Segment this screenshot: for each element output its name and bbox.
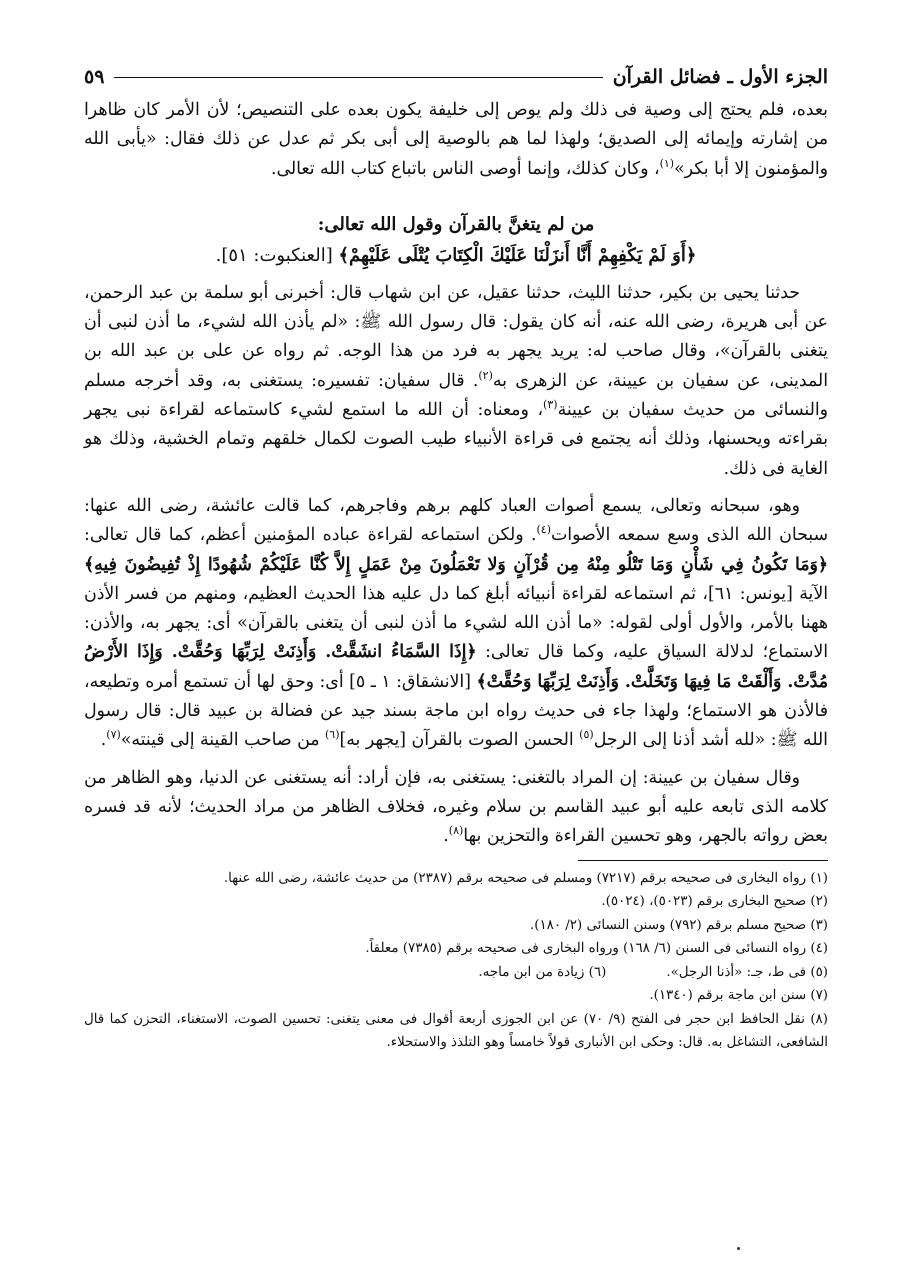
ayah-text: ﴿أَوَ لَمْ يَكْفِهِمْ أَنَّا أَنزَلْنَا عَلَيْكَ الْكِتَابَ يُتْلَى عَلَيْهِمْ﴾ bbox=[338, 244, 697, 266]
scan-speck bbox=[737, 1247, 740, 1250]
footnote-5: (٥) فى ط، جـ: «أذنا الرجل». bbox=[666, 964, 828, 980]
ayah-inshiqaq: ﴿إِذَا السَّمَاءُ انشَقَّتْ. وَأَذِنَتْ لِرَبِّهَا وَحُقَّتْ. وَإِذَا الأَرْضُ مُدَّتْ. وَأَلْقَتْ مَا فِيهَا وَتَخَلَّتْ. وَأَذِنَتْ لِرَبِّهَا وَحُقَّتْ﴾ bbox=[84, 642, 828, 692]
footnote-4: (٤) رواه النسائى فى السنن (٦/ ١٦٨) ورواه البخارى فى صحيحه برقم (٧٣٨٥) معلقاً. bbox=[365, 941, 828, 957]
footnote-ref-4[interactable]: (٤) bbox=[536, 523, 552, 537]
header-title: الجزء الأول ـ فضائل القرآن bbox=[612, 66, 828, 88]
ayah-yunus: ﴿وَمَا تَكُونُ فِي شَأْنٍ وَمَا تَتْلُو مِنْهُ مِن قُرْآنٍ وَلا تَعْمَلُونَ مِنْ عَمَلٍ إِلاَّ كُنَّا عَلَيْكُمْ شُهُودًا إِذْ تُفِيضُونَ فِيهِ﴾ bbox=[84, 554, 828, 575]
footnote-6: (٦) زيادة من ابن ماجه. bbox=[478, 964, 607, 980]
footnote-row-5-6 bbox=[84, 961, 828, 985]
ayah-reference: [العنكبوت: ٥١]. bbox=[215, 244, 333, 266]
footnote-ref-1[interactable]: (١) bbox=[659, 156, 675, 170]
footnote-ref-5[interactable]: (٥) bbox=[579, 728, 594, 742]
footnote-ref-8[interactable]: (٨) bbox=[448, 824, 464, 838]
paragraph-1: بعده، فلم يحتج إلى وصية فى ذلك ولم يوص إلى خليفة يكون بعده على التنصيص؛ لأن الأمر كان ظاهرا من إشارته وإيمائه إلى الصديق؛ ولهذا لما هم بالوصية إلى أبى بكر ثم عدل عن ذلك فقال: «يأبى الله والمؤمنون إلا أبا بكر»$^{(١)}$، وكان كذلك، وإنما أوصى الناس باتباع كتاب الله تعالى. bbox=[84, 100, 828, 179]
footnote-ref-3[interactable]: (٣) bbox=[543, 398, 558, 412]
document-page bbox=[84, 62, 828, 1055]
page-number: ٥٩ bbox=[84, 66, 105, 88]
section-heading: من لم يتغنَّ بالقرآن وقول الله تعالى: bbox=[317, 213, 595, 235]
footnotes bbox=[84, 867, 828, 1055]
header-rule bbox=[114, 77, 602, 78]
footnote-ref-2[interactable]: (٢) bbox=[478, 369, 493, 383]
footnote-separator bbox=[578, 860, 828, 861]
footnote-2: (٢) صحيح البخارى برقم (٥٠٢٣)، (٥٠٢٤). bbox=[601, 894, 828, 910]
running-header bbox=[84, 62, 828, 92]
footnote-ref-6[interactable]: (٦) bbox=[325, 728, 340, 742]
ayah-ankabut bbox=[84, 240, 828, 271]
paragraph-4: وقال سفيان بن عيينة: إن المراد بالتغنى: يستغنى به، فإن أراد: أنه يستغنى عن الدنيا، وهو الظاهر من كلامه الذى تابعه عليه أبو عبيد القاسم بن سلام وغيره، فخلاف الظاهر من مراد الحديث؛ لأنه قد فسره بعض رواته بالجهر، وهو تحسين القراءة والتحزين بها$^{(٨)}$. bbox=[84, 767, 828, 847]
footnote-ref-7[interactable]: (٧) bbox=[106, 728, 121, 742]
footnote-3: (٣) صحيح مسلم برقم (٧٩٢) وسنن النسائى (٢/ ١٨٠). bbox=[529, 917, 828, 933]
paragraph-2: حدثنا يحيى بن بكير، حدثنا الليث، حدثنا عقيل، عن ابن شهاب قال: أخبرنى أبو سلمة بن عبد الرحمن، عن أبى هريرة، رضى الله عنه، أنه كان يقول: قال رسول الله ﷺ: «لم يأذن الله لشيء، ما أذن لنبى أن يتغنى بالقرآن»، وقال صاحب له: يريد يجهر به فرد من هذا الوجه. ثم رواه عن على بن عبد الله بن المدينى، عن سفيان بن عيينة، عن الزهرى به$^{(٢)}$. قال سفيان: تفسيره: يستغنى به، وقد أخرجه مسلم والنسائى من حديث سفيان بن عيينة$^{(٣)}$، ومعناه: أن الله ما استمع لشيء كاستماعه لقراءة نبى يجهر بقراءته ويحسنها، وذلك أنه يجتمع فى قراءة الأنبياء طيب الصوت لكمال خلقهم وتمام الخشية، وذلك هو الغاية فى ذلك. bbox=[84, 282, 829, 479]
paragraph-3: وهو، سبحانه وتعالى، يسمع أصوات العباد كلهم برهم وفاجرهم، كما قالت عائشة، رضى الله عنها: سبحان الله الذى وسع سمعه الأصوات$^{(٤)}$. ولكن استماعه لقراءة عباده المؤمنين أعظم، كما قال تعالى: ﴿وَمَا تَكُونُ فِي شَأْنٍ وَمَا تَتْلُو مِنْهُ مِن قُرْآنٍ وَلا تَعْمَلُونَ مِنْ عَمَلٍ إِلاَّ كُنَّا عَلَيْكُمْ شُهُودًا إِذْ تُفِيضُونَ فِيهِ﴾ الآية [يونس: ٦١]، ثم استماعه لقراءة أنبيائه أبلغ كما دل عليه هذا الحديث العظيم، ومنهم من فسر الأذن ههنا بالأمر، والأول أولى لقوله: «ما أذن الله لشيء ما أذن لنبى أن يتغنى بالقرآن» أى: يجهر به، والأذن: الاستماع؛ لدلالة السياق عليه، وكما قال تعالى: ﴿إِذَا السَّمَاءُ انشَقَّتْ. وَأَذِنَتْ لِرَبِّهَا وَحُقَّتْ. وَإِذَا الأَرْضُ مُدَّتْ. وَأَلْقَتْ مَا فِيهَا وَتَخَلَّتْ. وَأَذِنَتْ لِرَبِّهَا وَحُقَّتْ﴾ [الانشقاق: ١ ـ ٥] أى: وحق لها أن تستمع أمره وتطيعه، فالأذن هو الاستماع؛ ولهذا جاء فى حديث رواه ابن ماجة بسند جيد عن فضالة بن عبيد قال: قال رسول الله ﷺ: «لله أشد أذنا إلى الرجل$^{(٥)}$ الحسن الصوت بالقرآن [يجهر به]$^{(٦)}$ من صاحب القينة إلى قينته»$^{(٧)}$. bbox=[84, 495, 828, 751]
footnote-8: (٨) نقل الحافظ ابن حجر فى الفتح (٩/ ٧٠) عن ابن الجوزى أربعة أقوال فى معنى يتغنى: تحسين الصوت، الاستغناء، التحزن كما قال الشافعى، التشاغل به. قال: وحكى ابن الأنبارى قولاً خامساً وهو التلذذ والاستحلاء. bbox=[84, 1011, 828, 1051]
footnote-1: (١) رواه البخارى فى صحيحه برقم (٧٢١٧) ومسلم فى صحيحه برقم (٢٣٨٧) من حديث عائشة، رضى الله عنها. bbox=[223, 870, 828, 886]
footnote-7: (٧) سنن ابن ماجة برقم (١٣٤٠). bbox=[649, 988, 828, 1004]
